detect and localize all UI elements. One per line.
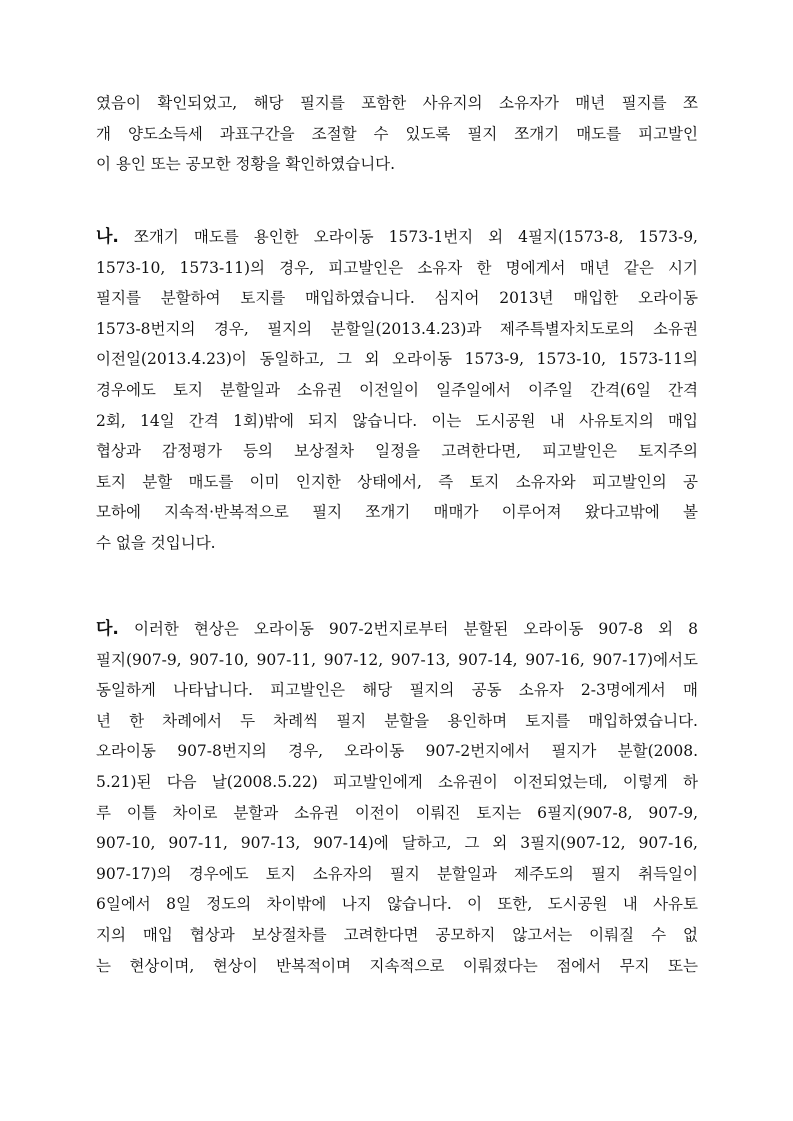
text-line: 지의 매입 협상과 보상절차를 고려한다면 공모하지 않고서는 이뤄질 수 없 <box>96 925 698 944</box>
text-line: 였음이 확인되었고, 해당 필지를 포함한 사유지의 소유자가 매년 필지를 쪼 <box>96 94 698 112</box>
text-line: 경우에도 토지 분할일과 소유권 이전일이 일주일에서 이주일 간격(6일 간격 <box>96 380 698 399</box>
text-line-with-marker <box>96 222 698 253</box>
text-line: 1573-8번지의 경우, 필지의 분할일(2013.4.23)과 제주특별자치도로의 소유권 <box>96 319 698 338</box>
text-line: 년 한 차례에서 두 차례씩 필지 분할을 용인하며 토지를 매입하였습니다. <box>96 711 698 730</box>
text-line: 개 양도소득세 과표구간을 조절할 수 있도록 필지 쪼개기 매도를 피고발인 <box>96 124 698 143</box>
text-line: 5.21)된 다음 날(2008.5.22) 피고발인에게 소유권이 이전되었는데, 이렇게 하 <box>96 772 698 791</box>
text-line: 수 없을 것입니다. <box>96 533 216 552</box>
section-marker-da: 다. <box>96 619 119 639</box>
text-line: 모하에 지속적·반복적으로 필지 쪼개기 매매가 이루어져 왔다고밖에 볼 <box>96 503 698 522</box>
text-line: 토지 분할 매도를 이미 인지한 상태에서, 즉 토지 소유자와 피고발인의 공 <box>96 472 698 491</box>
text-line-content: 이러한 현상은 오라이동 907-2번지로부터 분할된 오라이동 907-8 외 8 <box>118 620 698 638</box>
text-line: 필지를 분할하여 토지를 매입하였습니다. 심지어 2013년 매입한 오라이동 <box>96 289 698 308</box>
paragraph-da <box>96 614 698 981</box>
text-line: 2회, 14일 간격 1회)밖에 되지 않습니다. 이는 도시공원 내 사유토지의 매입 <box>96 411 698 430</box>
text-line: 오라이동 907-8번지의 경우, 오라이동 907-2번지에서 필지가 분할(2008. <box>96 742 698 761</box>
paragraph-intro <box>96 88 698 180</box>
section-marker-na: 나. <box>96 227 119 247</box>
text-line-with-marker <box>96 614 698 645</box>
text-line: 이 용인 또는 공모한 정황을 확인하였습니다. <box>96 155 396 174</box>
text-line: 는 현상이며, 현상이 반복적이며 지속적으로 이뤄졌다는 점에서 무지 또는 <box>96 956 698 975</box>
text-line: 1573-10, 1573-11)의 경우, 피고발인은 소유자 한 명에게서 매년 같은 시기 <box>96 258 698 277</box>
text-line: 동일하게 나타납니다. 피고발인은 해당 필지의 공동 소유자 2-3명에게서 매 <box>96 681 698 700</box>
text-line: 이전일(2013.4.23)이 동일하고, 그 외 오라이동 1573-9, 1573-10, 1573-11의 <box>96 350 698 369</box>
text-line: 협상과 감정평가 등의 보상절차 일정을 고려한다면, 피고발인은 토지주의 <box>96 442 698 461</box>
text-line: 6일에서 8일 정도의 차이밖에 나지 않습니다. 이 또한, 도시공원 내 사유토 <box>96 895 698 914</box>
text-line: 루 이틀 차이로 분할과 소유권 이전이 이뤄진 토지는 6필지(907-8, 907-9, <box>96 803 698 822</box>
text-line-content: 쪼개기 매도를 용인한 오라이동 1573-1번지 외 4필지(1573-8, 1573-9, <box>118 228 698 246</box>
text-line: 907-17)의 경우에도 토지 소유자의 필지 분할일과 제주도의 필지 취득일이 <box>96 864 698 883</box>
text-line: 필지(907-9, 907-10, 907-11, 907-12, 907-13, 907-14, 907-16, 907-17)에서도 <box>96 650 698 669</box>
paragraph-na <box>96 222 698 559</box>
text-line: 907-10, 907-11, 907-13, 907-14)에 달하고, 그 외 3필지(907-12, 907-16, <box>96 834 698 853</box>
